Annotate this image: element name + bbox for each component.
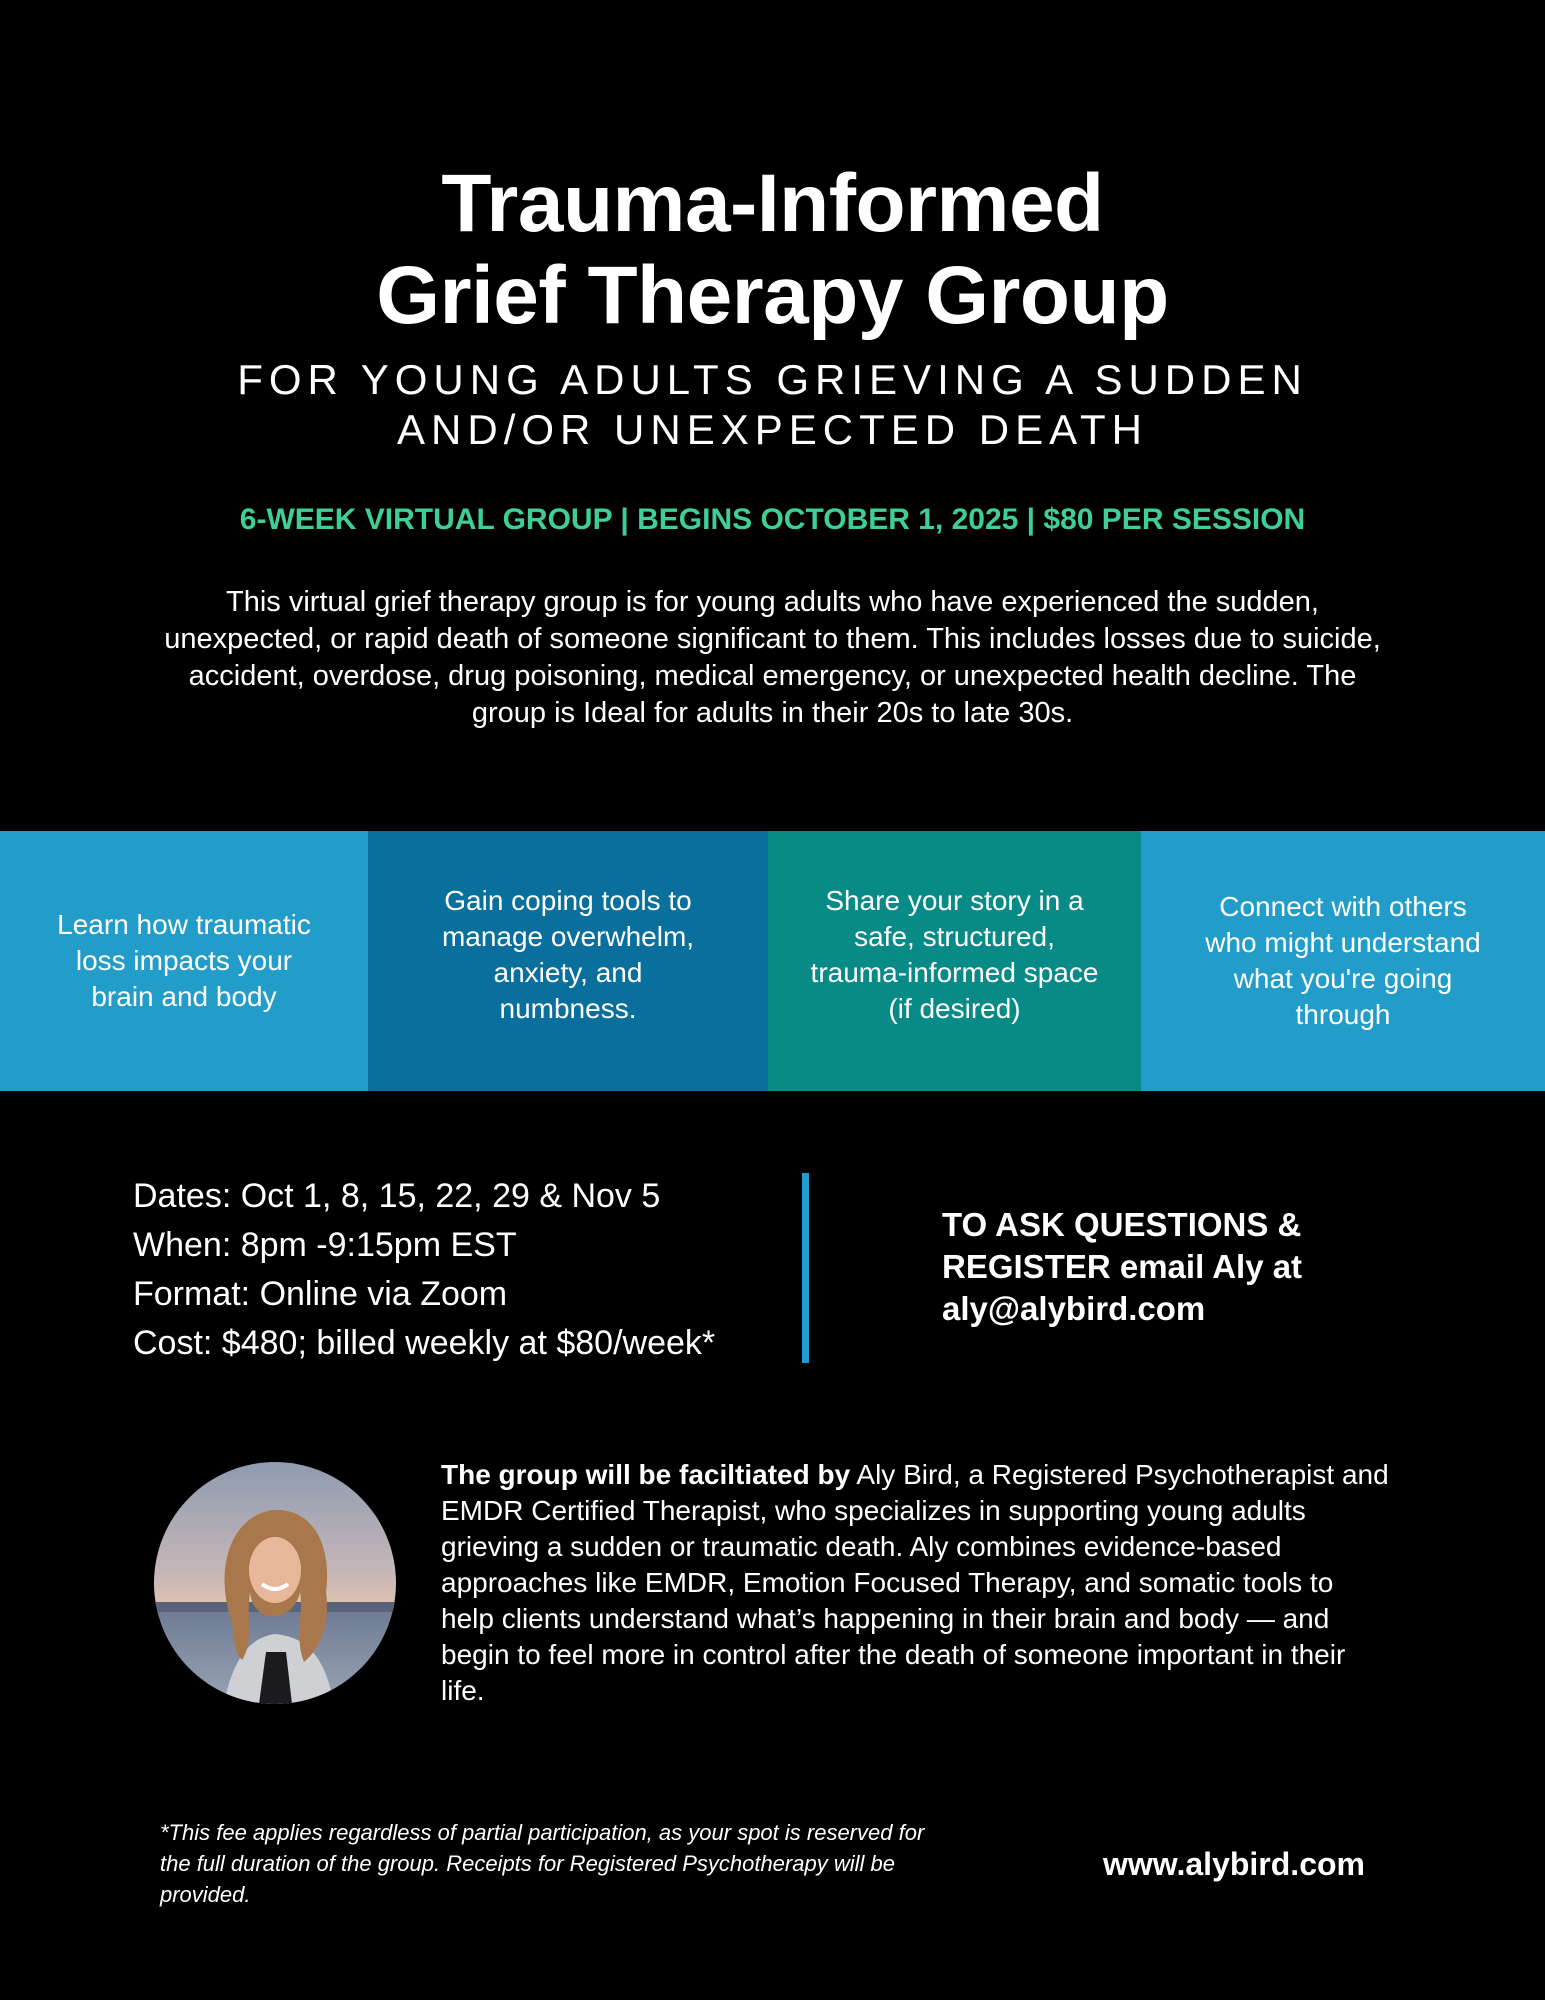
cost-detail: Cost: $480; billed weekly at $80/week*: [133, 1324, 716, 1362]
intro-paragraph: This virtual grief therapy group is for young adults who have experienced the sudden, unexpected, or rapid death of someone significant to them. This includes losses due to suicide, accident, overdose, drug poisoning, medical emergency, or unexpected health decline. The group is Ideal for adults in their 20s to late 30s.: [164, 586, 1381, 729]
contact-line-1: TO ASK QUESTIONS &: [942, 1206, 1302, 1243]
benefit-card: [368, 831, 768, 1091]
format-detail: Format: Online via Zoom: [133, 1275, 508, 1313]
contact-email[interactable]: aly@alybird.com: [942, 1290, 1206, 1327]
page-title: [0, 158, 1545, 342]
benefit-text: Gain coping tools to manage overwhelm, anxiety, and numbness.: [441, 885, 695, 1024]
facilitator-bio: [441, 1457, 1391, 1709]
benefit-text: Share your story in a safe, structured, trauma-informed space (if desired): [810, 885, 1099, 1024]
event-details: [133, 1172, 715, 1368]
vertical-divider: [802, 1173, 809, 1363]
dates-detail: Dates: Oct 1, 8, 15, 22, 29 & Nov 5: [133, 1177, 661, 1215]
benefits-band: [0, 831, 1545, 1091]
website-link[interactable]: www.alybird.com: [1103, 1846, 1365, 1882]
contact-line-2: REGISTER email Aly at: [942, 1248, 1303, 1285]
time-detail: When: 8pm -9:15pm EST: [133, 1226, 517, 1264]
benefit-text: Connect with others who might understand what you're going through: [1205, 891, 1481, 1030]
contact-block: [942, 1204, 1362, 1330]
facilitator-photo: [154, 1462, 396, 1704]
benefit-card: [0, 831, 368, 1091]
subtitle-line-2: AND/OR UNEXPECTED DEATH: [397, 406, 1148, 453]
benefit-card: [768, 831, 1141, 1091]
subtitle-line-1: FOR YOUNG ADULTS GRIEVING A SUDDEN: [237, 356, 1308, 403]
bio-text: Aly Bird, a Registered Psychotherapist and EMDR Certified Therapist, who specializes in supporting young adults grieving a sudden or traumatic death. Aly combines evidence-based approaches like EMDR, Emotion Focused Therapy, and somatic tools to help clients understand what’s happening in their brain and body — and begin to feel more in control after the death of someone important in their life.: [441, 1459, 1389, 1706]
benefit-text: Learn how traumatic loss impacts your brain and body: [57, 909, 311, 1012]
subtitle: [0, 355, 1545, 455]
bio-lead: The group will be faciltiated by: [441, 1459, 851, 1490]
title-line-1: Trauma-Informed: [441, 158, 1104, 249]
event-tagline: 6-WEEK VIRTUAL GROUP | BEGINS OCTOBER 1, 2025 | $80 PER SESSION: [239, 503, 1306, 536]
benefit-card: [1141, 831, 1545, 1091]
portrait-image: [154, 1462, 396, 1704]
fee-footnote: *This fee applies regardless of partial participation, as your spot is reserved for the full duration of the group. Receipts for Registered Psychotherapy will be provided.: [160, 1820, 925, 1907]
title-line-2: Grief Therapy Group: [376, 250, 1169, 341]
